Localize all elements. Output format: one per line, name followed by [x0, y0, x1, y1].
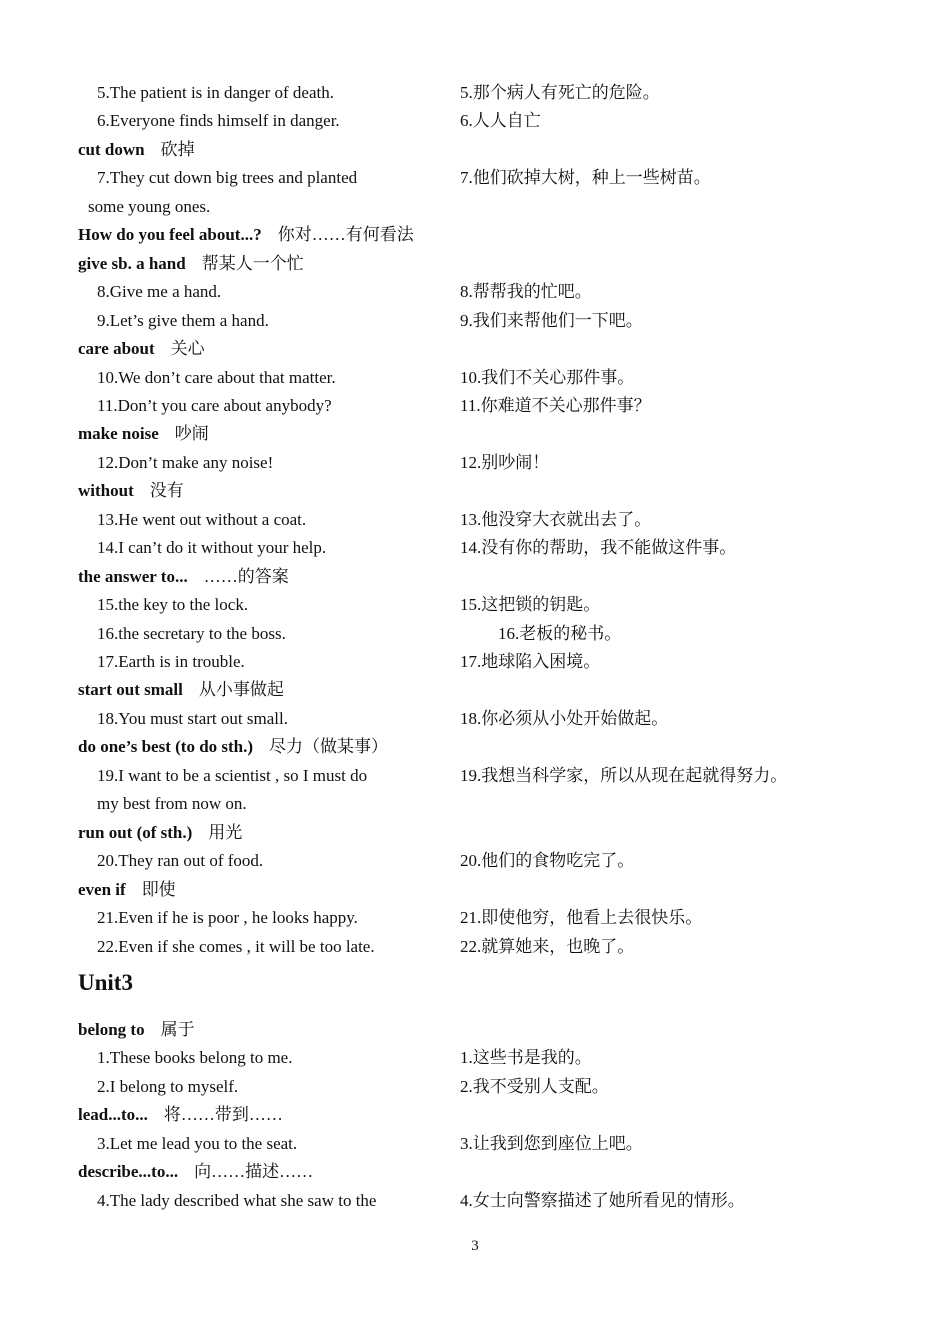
phrase-gloss: 关心: [170, 339, 205, 359]
example-sentence-zh: 18.你必须从小处开始做起。: [460, 708, 669, 728]
phrase-text: the answer to...: [78, 566, 188, 586]
example-sentence-zh: 4.女士向警察描述了她所看见的情形。: [460, 1190, 745, 1210]
phrase-heading: [78, 224, 414, 246]
phrase-gloss: 将……带到……: [163, 1105, 283, 1125]
phrase-heading: [78, 1019, 195, 1041]
phrase-gloss: 向……描述……: [194, 1162, 314, 1182]
example-sentence-en: 9.Let’s give them a hand.: [97, 310, 269, 330]
phrase-heading: [78, 679, 284, 701]
phrase-gloss: 用光: [208, 822, 243, 842]
phrase-heading: [78, 736, 388, 758]
phrase-heading: [78, 253, 304, 275]
phrase-gloss: 从小事做起: [198, 680, 284, 700]
phrase-text: make noise: [78, 424, 159, 444]
example-sentence-zh: 15.这把锁的钥匙。: [460, 595, 601, 615]
example-sentence-zh: 6.人人自亡: [460, 111, 541, 131]
example-sentence-zh: 19.我想当科学家，所以从现在起就得努力。: [460, 765, 788, 785]
phrase-gloss: 尽力（做某事）: [269, 737, 389, 757]
phrase-heading: [78, 879, 176, 901]
example-sentence-zh: 9.我们来帮他们一下吧。: [460, 310, 643, 330]
example-sentence-zh: 14.没有你的帮助，我不能做这件事。: [460, 538, 737, 558]
phrase-heading: [78, 423, 209, 445]
example-sentence-en: 1.These books belong to me.: [97, 1048, 293, 1068]
example-sentence-en: 3.Let me lead you to the seat.: [97, 1133, 298, 1153]
example-sentence-en: 8.Give me a hand.: [97, 282, 222, 302]
example-sentence-zh: 5.那个病人有死亡的危险。: [460, 83, 660, 102]
example-sentence-en: 16.the secretary to the boss.: [97, 623, 286, 643]
phrase-text: care about: [78, 339, 155, 359]
example-sentence-continuation: some young ones.: [88, 196, 211, 216]
phrase-text: do one’s best (to do sth.): [78, 737, 254, 757]
example-sentence-zh: 16.老板的秘书。: [498, 623, 622, 643]
example-sentence-en: 13.He went out without a coat.: [97, 509, 307, 529]
phrase-gloss: 没有: [149, 481, 184, 501]
example-sentence-en: 19.I want to be a scientist , so I must do: [97, 765, 368, 785]
page-number: 3: [471, 1238, 479, 1254]
phrase-text: describe...to...: [78, 1162, 179, 1182]
example-sentence-zh: 2.我不受别人支配。: [460, 1076, 609, 1096]
example-sentence-zh: 10.我们不关心那件事。: [460, 367, 635, 387]
example-sentence-zh: 3.让我到您到座位上吧。: [460, 1133, 643, 1153]
example-sentence-zh: 17.地球陷入困境。: [460, 652, 601, 671]
phrase-text: start out small: [78, 680, 183, 700]
example-sentence-en: 5.The patient is in danger of death.: [97, 83, 334, 102]
phrase-gloss: 砍掉: [160, 139, 195, 159]
phrase-gloss: ……的答案: [203, 566, 289, 586]
phrase-text: run out (of sth.): [78, 822, 193, 842]
phrase-text: give sb. a hand: [78, 253, 186, 273]
phrase-text: lead...to...: [78, 1105, 148, 1125]
example-sentence-zh: 7.他们砍掉大树，种上一些树苗。: [460, 168, 711, 188]
example-sentence-en: 2.I belong to myself.: [97, 1076, 239, 1096]
example-sentence-zh: 12.别吵闹！: [460, 452, 550, 472]
example-sentence-continuation: my best from now on.: [97, 794, 247, 814]
example-sentence-en: 21.Even if he is poor , he looks happy.: [97, 908, 358, 928]
phrase-heading: [78, 338, 205, 360]
example-sentence-en: 17.Earth is in trouble.: [97, 652, 245, 671]
phrase-gloss: 属于: [160, 1020, 195, 1039]
example-sentence-en: 6.Everyone finds himself in danger.: [97, 111, 340, 131]
phrase-text: even if: [78, 879, 126, 899]
example-sentence-zh: 8.帮帮我的忙吧。: [460, 282, 592, 302]
phrase-heading: [78, 1104, 283, 1126]
example-sentence-en: 10.We don’t care about that matter.: [97, 367, 336, 387]
phrase-gloss: 帮某人一个忙: [201, 253, 304, 273]
unit-title: Unit3: [78, 970, 133, 995]
example-sentence-en: 18.You must start out small.: [97, 708, 288, 728]
example-sentence-zh: 22.就算她来，也晚了。: [460, 936, 635, 956]
phrase-heading: [78, 822, 242, 844]
phrase-gloss: 吵闹: [174, 424, 209, 444]
phrase-gloss: 你对……有何看法: [277, 225, 414, 245]
phrase-text: belong to: [78, 1020, 145, 1039]
phrase-heading: [78, 566, 289, 588]
phrase-text: cut down: [78, 139, 145, 159]
phrase-text: How do you feel about...?: [78, 225, 262, 245]
example-sentence-en: 14.I can’t do it without your help.: [97, 538, 327, 558]
example-sentence-zh: 1.这些书是我的。: [460, 1048, 592, 1068]
example-sentence-zh: 13.他没穿大衣就出去了。: [460, 509, 652, 529]
example-sentence-en: 7.They cut down big trees and planted: [97, 168, 358, 188]
example-sentence-en: 15.the key to the lock.: [97, 595, 249, 615]
phrase-heading: [78, 1161, 313, 1183]
example-sentence-en: 4.The lady described what she saw to the: [97, 1190, 377, 1210]
phrase-heading: [78, 139, 195, 161]
phrase-heading: [78, 480, 184, 502]
example-sentence-en: 11.Don’t you care about anybody?: [97, 395, 332, 415]
example-sentence-en: 20.They ran out of food.: [97, 851, 264, 871]
example-sentence-zh: 11.你难道不关心那件事？: [460, 395, 651, 415]
phrase-gloss: 即使: [141, 879, 176, 899]
phrase-text: without: [78, 481, 134, 501]
example-sentence-zh: 21.即使他穷，他看上去很快乐。: [460, 908, 703, 928]
example-sentence-en: 12.Don’t make any noise!: [97, 452, 274, 472]
example-sentence-zh: 20.他们的食物吃完了。: [460, 851, 635, 871]
example-sentence-en: 22.Even if she comes , it will be too late.: [97, 936, 375, 956]
